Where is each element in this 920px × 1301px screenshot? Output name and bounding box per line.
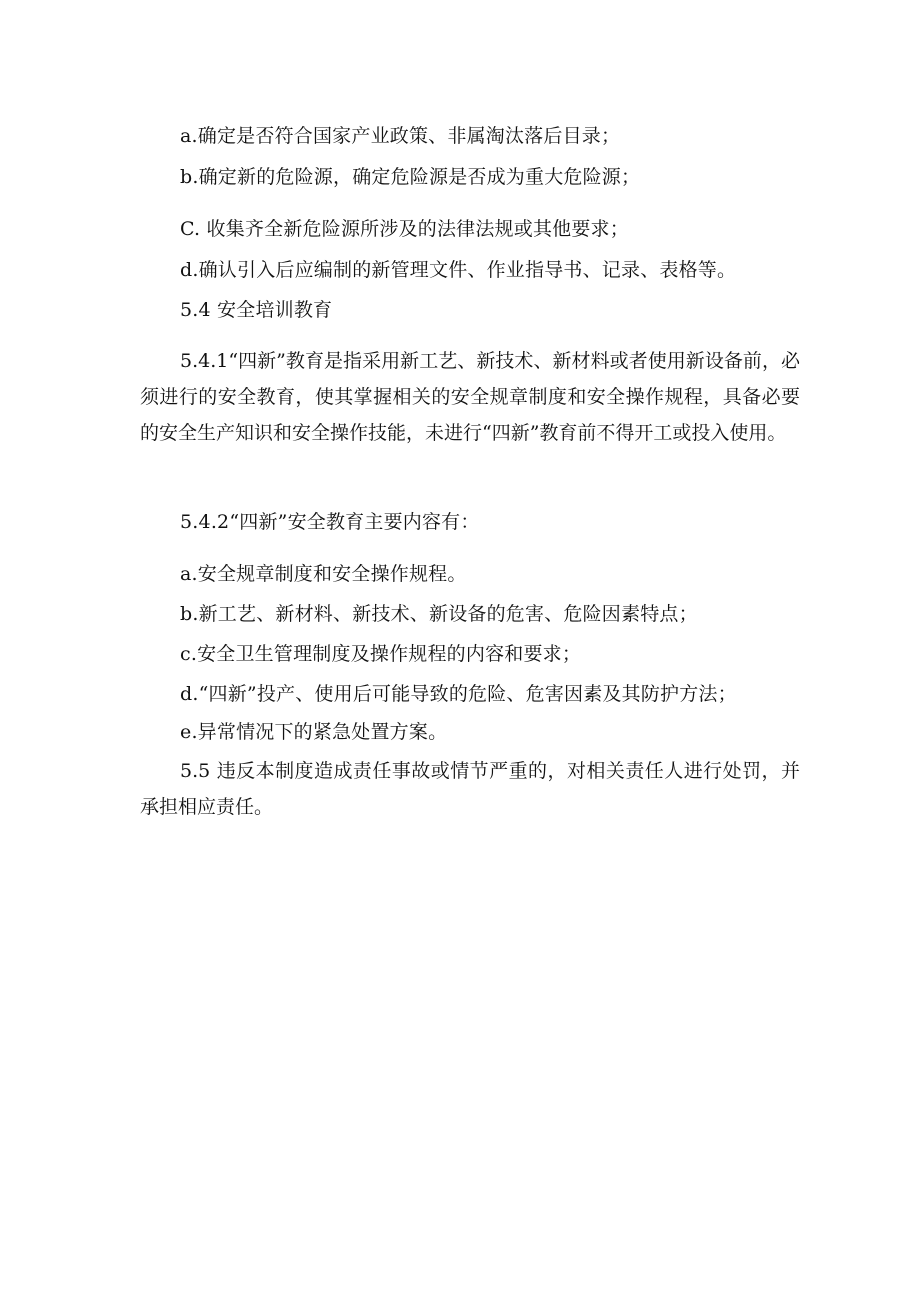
list-item: b.确定新的危险源，确定危险源是否成为重大危险源； (180, 166, 641, 188)
list-item: b.新工艺、新材料、新技术、新设备的危害、危险因素特点； (180, 603, 698, 625)
list-item: d.确认引入后应编制的新管理文件、作业指导书、记录、表格等。 (180, 259, 737, 281)
list-item: a.确定是否符合国家产业政策、非属淘汰落后目录； (180, 125, 621, 147)
section-heading: 5.4 安全培训教育 (180, 299, 333, 321)
list-item: c.安全卫生管理制度及操作规程的内容和要求； (180, 643, 582, 665)
list-item: e.异常情况下的紧急处置方案。 (180, 721, 448, 743)
paragraph-5-4-1: 5.4.1“四新”教育是指采用新工艺、新技术、新材料或者使用新设备前，必须进行的安全教育，使其掌握相关的安全规章制度和安全操作规程，具备必要的安全生产知识和安全操作技能，未进行“四新”教育前不得开工或投入使用。 (140, 350, 800, 444)
paragraph-5-5: 5.5 违反本制度造成责任事故或情节严重的，对相关责任人进行处罚，并承担相应责任。 (140, 760, 800, 818)
paragraph-5-4-2-intro: 5.4.2“四新”安全教育主要内容有： (180, 511, 480, 533)
list-item: d.“四新”投产、使用后可能导致的危险、危害因素及其防护方法； (180, 683, 737, 705)
list-item: a.安全规章制度和安全操作规程。 (180, 563, 467, 585)
list-item: C. 收集齐全新危险源所涉及的法律法规或其他要求； (180, 218, 629, 240)
